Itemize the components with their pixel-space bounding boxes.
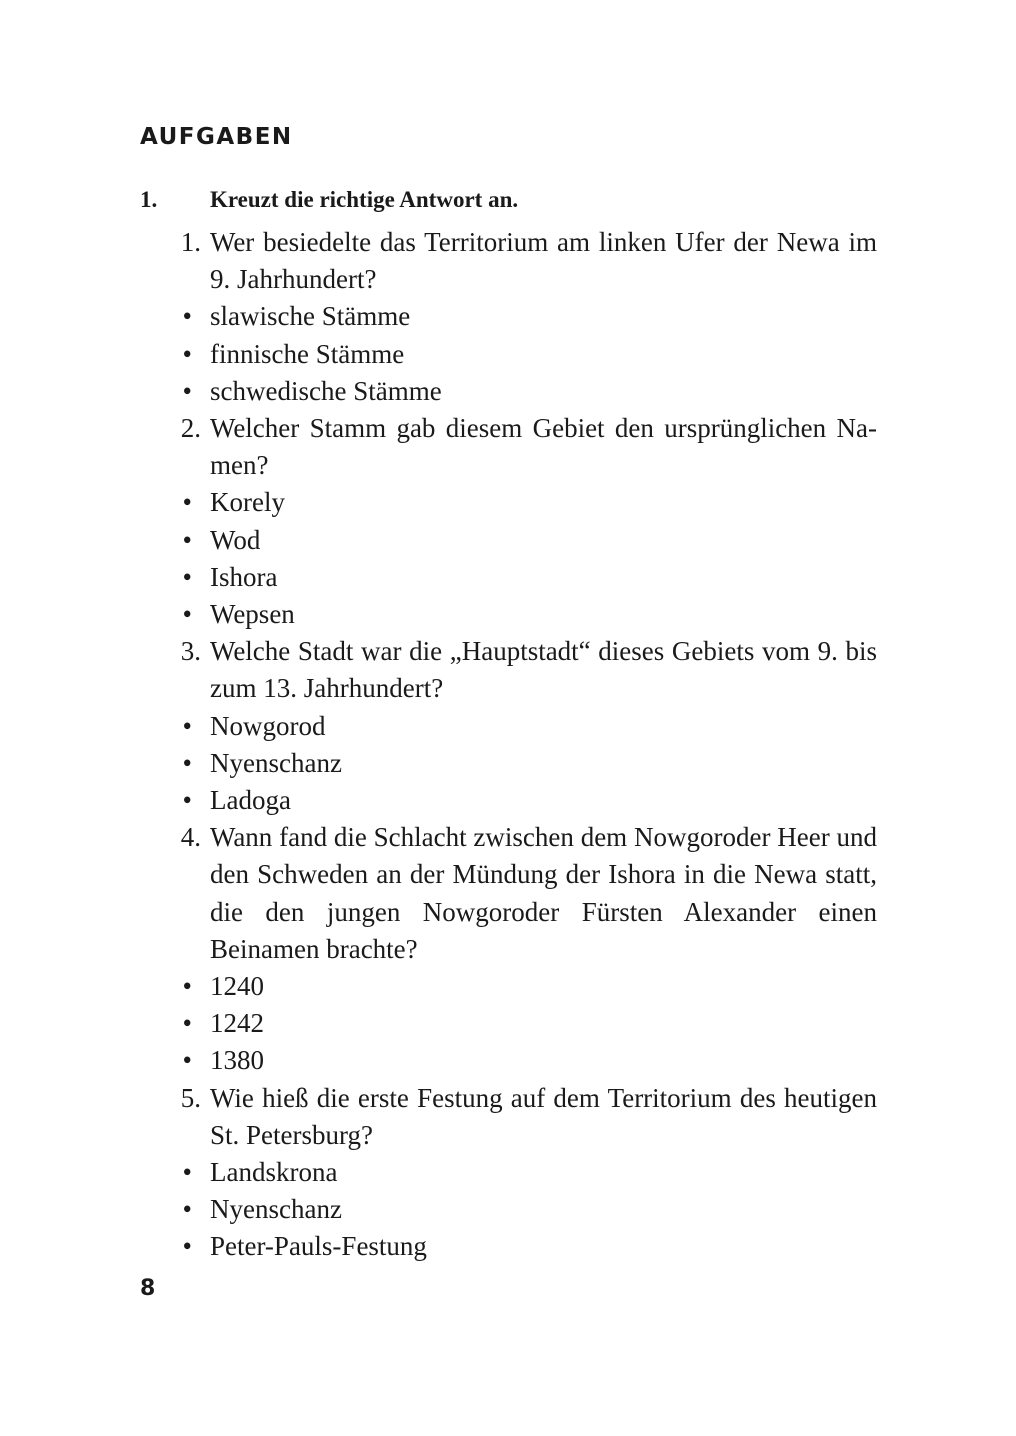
option-text: Nowgorod (210, 710, 326, 741)
bullet-icon: • (182, 301, 192, 332)
bullet-icon: • (182, 1231, 192, 1262)
bullet-icon: • (182, 1045, 192, 1076)
bullet-icon: • (182, 710, 192, 741)
option-text: Landskrona (210, 1157, 338, 1188)
bullet-icon: • (182, 747, 192, 778)
option-text: schwedische Stämme (210, 375, 442, 406)
question-1 (140, 224, 877, 298)
answer-option (140, 968, 877, 1005)
bullet-icon: • (182, 971, 192, 1002)
answer-option (140, 1005, 877, 1042)
question-text: Welcher Stamm gab diesem Gebiet den ursprünglichen Namen? (210, 413, 877, 481)
bullet-icon: • (182, 599, 192, 630)
answer-option (140, 522, 877, 559)
question-text: Welche Stadt war die „Hauptstadt“ dieses Gebiets vom 9. bis zum 13. Jahrhundert? (210, 636, 877, 704)
question-number: 1. (180, 227, 201, 257)
answer-option (140, 336, 877, 373)
answer-option (140, 484, 877, 521)
option-text: Korely (210, 487, 285, 518)
bullet-icon: • (182, 524, 192, 555)
answer-option (140, 298, 877, 335)
bullet-icon: • (182, 1194, 192, 1225)
question-list (140, 224, 877, 1266)
question-2 (140, 410, 877, 484)
answer-option (140, 373, 877, 410)
option-text: Peter-Pauls-Festung (210, 1231, 427, 1262)
option-text: Nyenschanz (210, 747, 342, 778)
answer-option (140, 1042, 877, 1079)
bullet-icon: • (182, 785, 192, 816)
section-heading: AUFGABEN (140, 124, 293, 150)
option-text: Nyenschanz (210, 1194, 342, 1225)
question-text: Wann fand die Schlacht zwischen dem Nowgoroder Heer und den Schweden an der Mündung der Ishora in die Newa statt, die den jungen Nowgoroder Fürsten Alexander einen Beinamen brachte? (210, 822, 877, 964)
task-title: Kreuzt die richtige Antwort an. (210, 187, 519, 212)
option-text: 1240 (210, 971, 264, 1002)
question-text: Wer besiedelte das Territorium am linken Ufer der Newa im 9. Jahrhundert? (210, 227, 877, 295)
option-text: 1380 (210, 1045, 264, 1076)
option-text: slawische Stämme (210, 301, 411, 332)
question-number: 4. (180, 822, 201, 853)
question-5 (140, 1080, 877, 1154)
answer-option (140, 1228, 877, 1265)
answer-option (140, 596, 877, 633)
option-text: Wod (210, 524, 261, 555)
question-number: 5. (180, 1082, 201, 1113)
bullet-icon: • (182, 487, 192, 518)
answer-option (140, 708, 877, 745)
question-text: Wie hieß die erste Festung auf dem Territorium des heutigen St. Petersburg? (210, 1082, 877, 1150)
bullet-icon: • (182, 561, 192, 592)
bullet-icon: • (182, 338, 192, 369)
bullet-icon: • (182, 375, 192, 406)
option-text: Ladoga (210, 785, 291, 816)
answer-option (140, 1154, 877, 1191)
answer-option (140, 559, 877, 596)
bullet-icon: • (182, 1157, 192, 1188)
option-text: 1242 (210, 1008, 264, 1039)
option-text: Ishora (210, 561, 278, 592)
option-text: finnische Stämme (210, 338, 405, 369)
question-3 (140, 633, 877, 707)
bullet-icon: • (182, 1008, 192, 1039)
task-number: 1. (140, 187, 158, 212)
answer-option (140, 1191, 877, 1228)
question-4 (140, 819, 877, 968)
question-number: 2. (180, 413, 201, 444)
answer-option (140, 745, 877, 782)
page-number: 8 (140, 1276, 156, 1301)
answer-option (140, 782, 877, 819)
option-text: Wepsen (210, 599, 295, 630)
question-number: 3. (180, 636, 201, 667)
